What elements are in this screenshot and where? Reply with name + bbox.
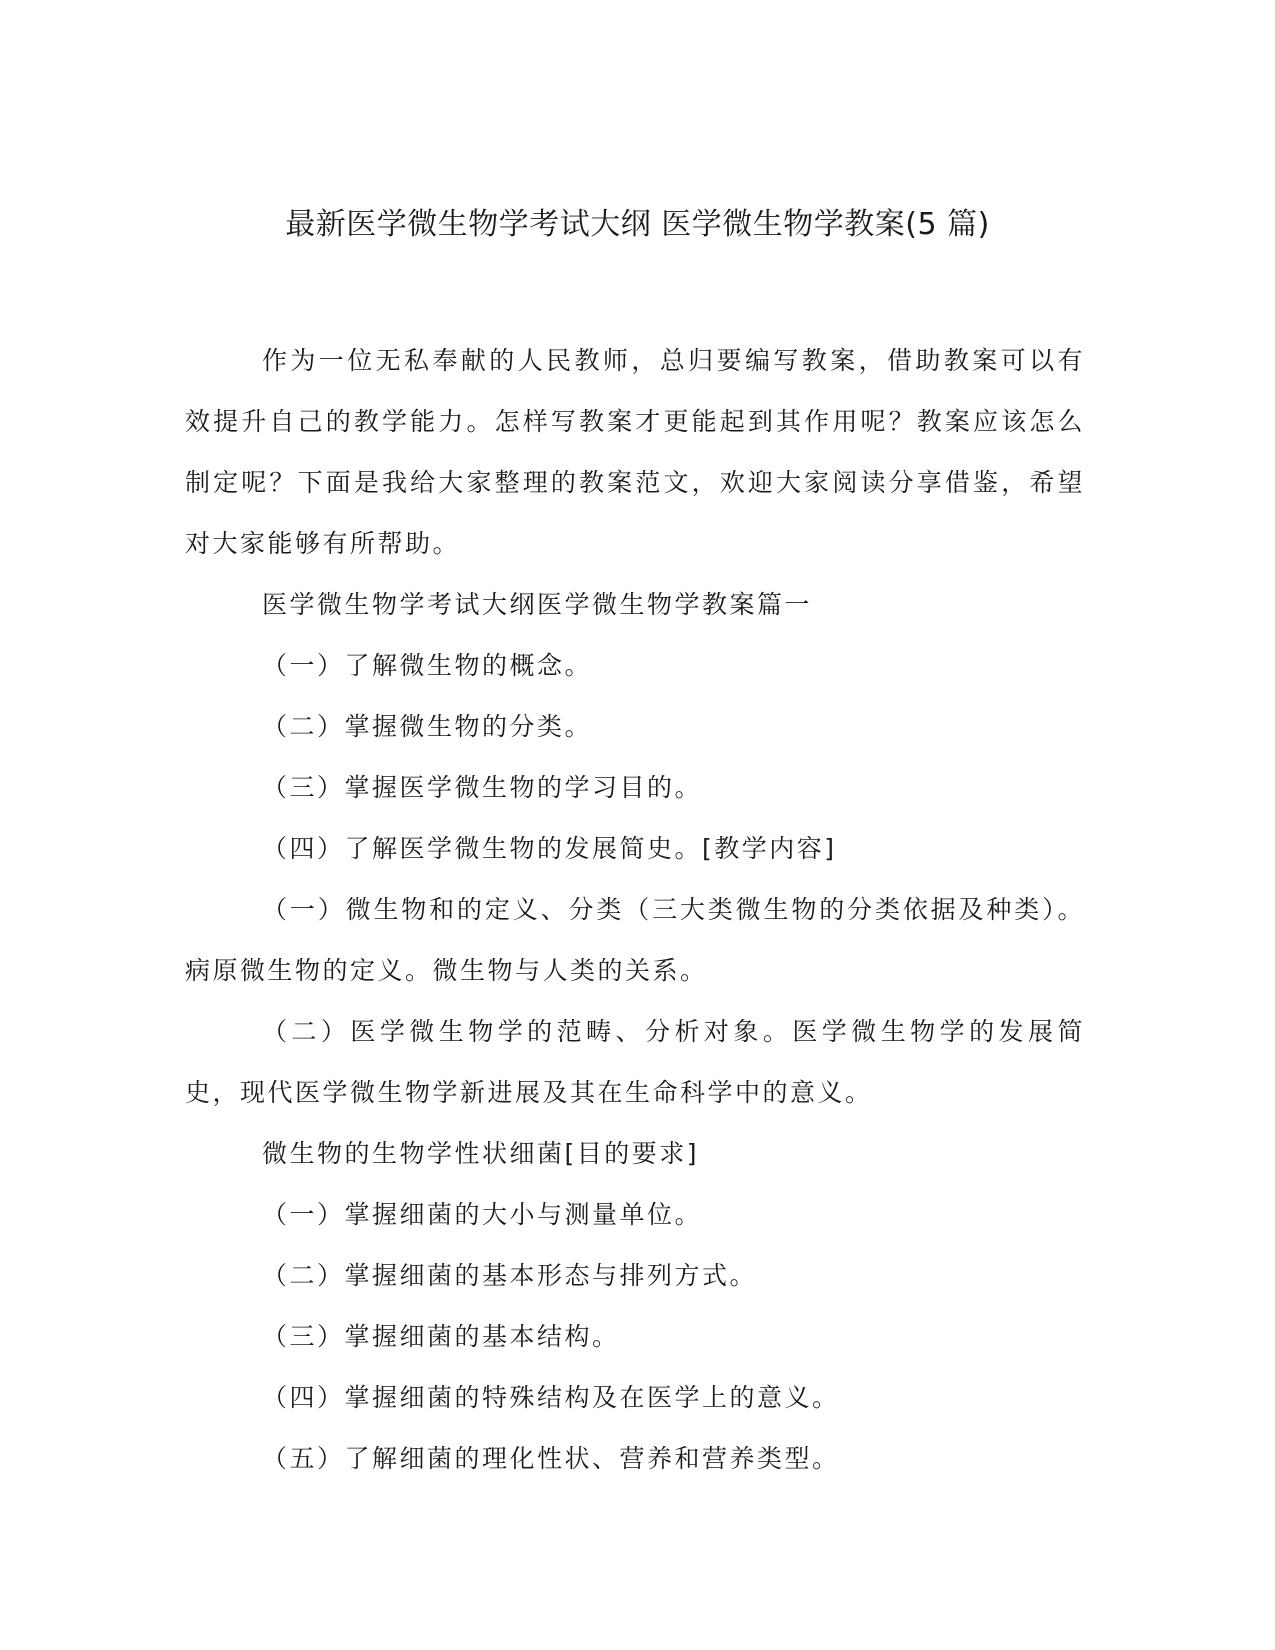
goal-item: （四）掌握细菌的特殊结构及在医学上的意义。 [262, 1383, 840, 1412]
goal-item: （二）掌握微生物的分类。 [262, 712, 593, 741]
intro-paragraph: 作为一位无私奉献的人民教师，总归要编写教案，借助教案可以有效提升自己的教学能力。怎样写教案才更能起到其作用呢？教案应该怎么制定呢？下面是我给大家整理的教案范文，欢迎大家阅读分享借鉴，希望对大家能够有所帮助。 [185, 346, 1085, 558]
content-paragraph-2: （二）医学微生物学的范畴、分析对象。医学微生物学的发展简史，现代医学微生物学新进展及其在生命科学中的意义。 [185, 1017, 1085, 1107]
goal-item: （四）了解医学微生物的发展简史。[教学内容] [262, 834, 837, 863]
goal-item: （三）掌握细菌的基本结构。 [262, 1322, 620, 1351]
goal-item: （二）掌握细菌的基本形态与排列方式。 [262, 1261, 758, 1290]
section-heading-2: 微生物的生物学性状细菌[目的要求] [262, 1139, 700, 1168]
goal-item: （五）了解细菌的理化性状、营养和营养类型。 [262, 1444, 840, 1473]
goal-item: （一）了解微生物的概念。 [262, 651, 593, 680]
goal-item: （三）掌握医学微生物的学习目的。 [262, 773, 703, 802]
document-body [185, 330, 1085, 1489]
document-title: 最新医学微生物学考试大纲 医学微生物学教案(5 篇) [285, 207, 990, 242]
goal-item: （一）掌握细菌的大小与测量单位。 [262, 1200, 703, 1229]
content-paragraph-1: （一）微生物和的定义、分类（三大类微生物的分类依据及种类）。病原微生物的定义。微生物与人类的关系。 [185, 895, 1085, 985]
section-heading-1: 医学微生物学考试大纲医学微生物学教案篇一 [262, 590, 813, 619]
